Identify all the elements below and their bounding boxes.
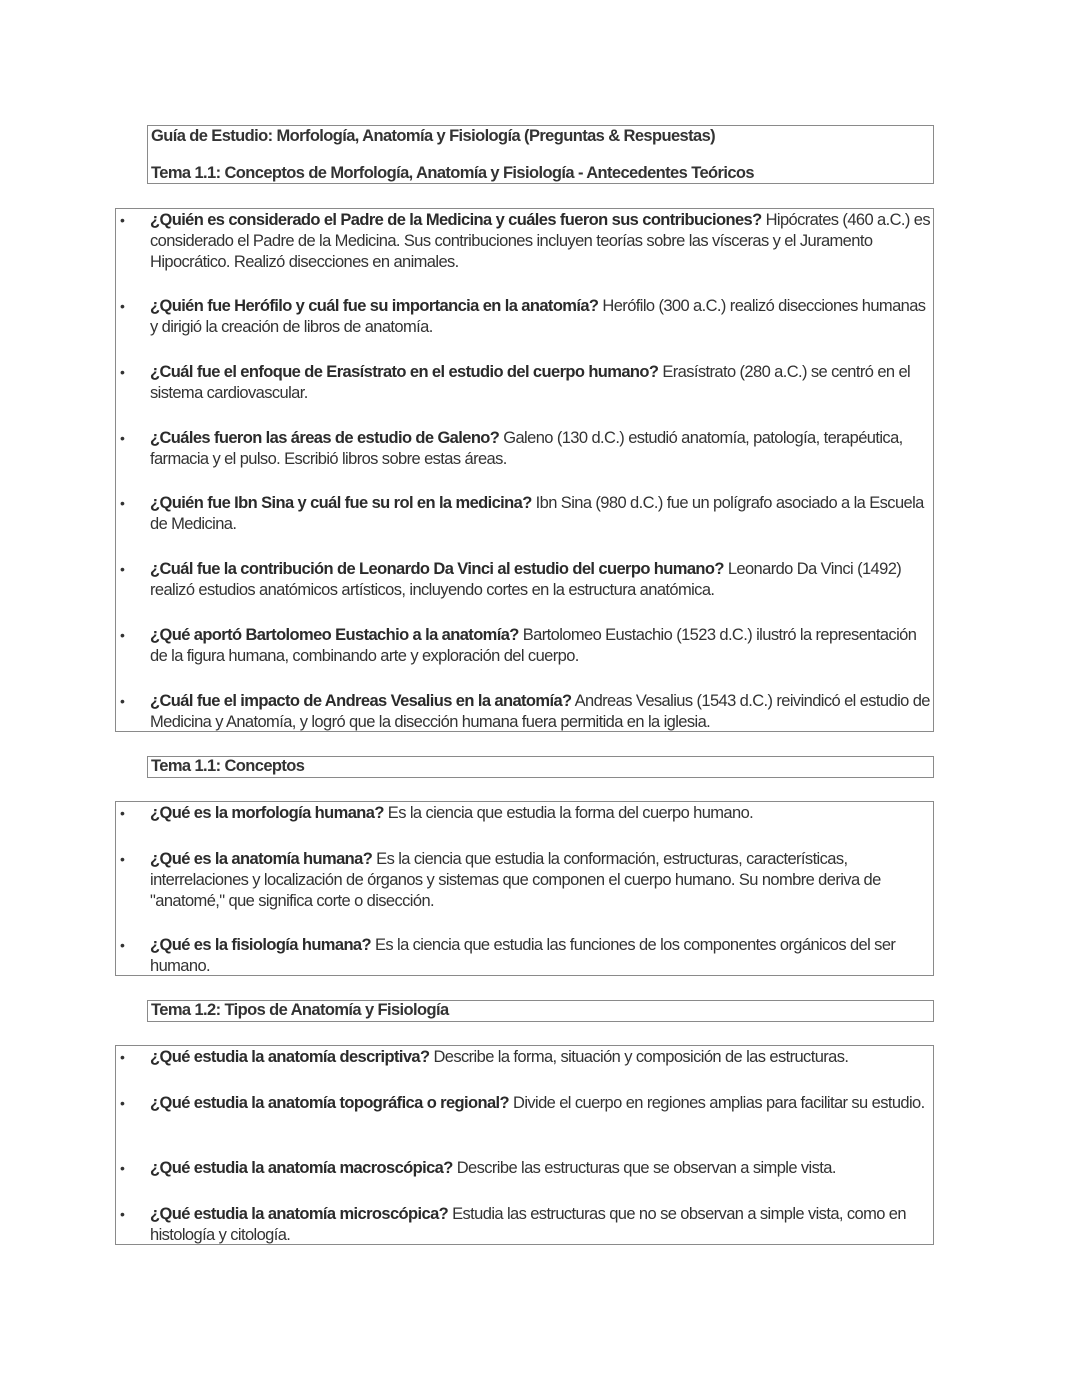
answer: Bartolomeo Eustachio (1523 d.C.) ilustró la representación de la figura humana, combinando arte y exploración del cuerpo.	[150, 626, 917, 665]
answer: Ibn Sina (980 d.C.) fue un polígrafo asociado a la Escuela de Medicina.	[150, 494, 924, 533]
question: ¿Cuál fue el enfoque de Erasístrato en el estudio del cuerpo humano?	[150, 363, 659, 381]
bullet-icon: •	[120, 805, 125, 821]
types-heading-box	[147, 1000, 934, 1022]
title-box	[147, 125, 934, 184]
bullet-icon: •	[120, 627, 125, 643]
history-qa-list	[115, 208, 934, 732]
question: ¿Quién es considerado el Padre de la Medicina y cuáles fueron sus contribuciones?	[150, 211, 762, 229]
types-qa-list	[115, 1045, 934, 1245]
answer: Estudia las estructuras que no se observan a simple vista, como en histología y citología.	[150, 1205, 906, 1244]
bullet-icon: •	[120, 1049, 125, 1065]
bullet-icon: •	[120, 937, 125, 953]
answer: Andreas Vesalius (1543 d.C.) reivindicó el estudio de Medicina y Anatomía, y logró que la disección humana fuera permitida en la iglesia.	[150, 692, 930, 731]
answer: Galeno (130 d.C.) estudió anatomía, patología, terapéutica, farmacia y el pulso. Escribió libros sobre estas áreas.	[150, 429, 903, 468]
question: ¿Qué es la morfología humana?	[150, 804, 384, 822]
answer: Describe la forma, situación y composición de las estructuras.	[429, 1048, 849, 1066]
question: ¿Quién fue Herófilo y cuál fue su importancia en la anatomía?	[150, 297, 599, 315]
bullet-icon: •	[120, 298, 125, 314]
answer: Es la ciencia que estudia las funciones de los componentes orgánicos del ser humano.	[150, 936, 896, 975]
bullet-icon: •	[120, 430, 125, 446]
bullet-icon: •	[120, 1095, 125, 1111]
answer: Hipócrates (460 a.C.) es considerado el Padre de la Medicina. Sus contribuciones incluyen teorías sobre las vísceras y el Juramento Hipocrático. Realizó disecciones en animales.	[150, 211, 931, 271]
concepts-qa-list	[115, 801, 934, 976]
answer: Es la ciencia que estudia la forma del cuerpo humano.	[383, 804, 754, 822]
question: ¿Qué estudia la anatomía descriptiva?	[150, 1048, 430, 1066]
concepts-heading-box	[147, 756, 934, 778]
question: ¿Quién fue Ibn Sina y cuál fue su rol en la medicina?	[150, 494, 532, 512]
bullet-icon: •	[120, 561, 125, 577]
section-subtitle: Tema 1.1: Conceptos de Morfología, Anatomía y Fisiología - Antecedentes Teóricos	[151, 164, 754, 182]
question: ¿Qué es la fisiología humana?	[150, 936, 371, 954]
question: ¿Cuáles fueron las áreas de estudio de Galeno?	[150, 429, 500, 447]
bullet-icon: •	[120, 212, 125, 228]
question: ¿Qué estudia la anatomía topográfica o regional?	[150, 1094, 510, 1112]
section-heading: Tema 1.2: Tipos de Anatomía y Fisiología	[151, 1001, 449, 1019]
bullet-icon: •	[120, 693, 125, 709]
question: ¿Qué estudia la anatomía macroscópica?	[150, 1159, 453, 1177]
question: ¿Cuál fue el impacto de Andreas Vesalius en la anatomía?	[150, 692, 572, 710]
bullet-icon: •	[120, 851, 125, 867]
question: ¿Qué es la anatomía humana?	[150, 850, 373, 868]
bullet-icon: •	[120, 1206, 125, 1222]
document-title: Guía de Estudio: Morfología, Anatomía y Fisiología (Preguntas & Respuestas)	[151, 127, 716, 145]
answer: Describe las estructuras que se observan a simple vista.	[452, 1159, 836, 1177]
bullet-icon: •	[120, 1160, 125, 1176]
question: ¿Cuál fue la contribución de Leonardo Da Vinci al estudio del cuerpo humano?	[150, 560, 724, 578]
answer: Leonardo Da Vinci (1492) realizó estudios anatómicos artísticos, incluyendo cortes en la estructura anatómica.	[150, 560, 902, 599]
section-heading: Tema 1.1: Conceptos	[151, 757, 305, 775]
bullet-icon: •	[120, 364, 125, 380]
answer: Herófilo (300 a.C.) realizó disecciones humanas y dirigió la creación de libros de anatomía.	[150, 297, 926, 336]
answer: Divide el cuerpo en regiones amplias para facilitar su estudio.	[509, 1094, 925, 1112]
question: ¿Qué aportó Bartolomeo Eustachio a la anatomía?	[150, 626, 519, 644]
answer: Es la ciencia que estudia la conformación, estructuras, características, interrelaciones y localización de órganos y sistemas que componen el cuerpo humano. Su nombre deriva de "anatomé," que significa corte o disección.	[150, 850, 881, 910]
question: ¿Qué estudia la anatomía microscópica?	[150, 1205, 449, 1223]
answer: Erasístrato (280 a.C.) se centró en el sistema cardiovascular.	[150, 363, 911, 402]
bullet-icon: •	[120, 495, 125, 511]
